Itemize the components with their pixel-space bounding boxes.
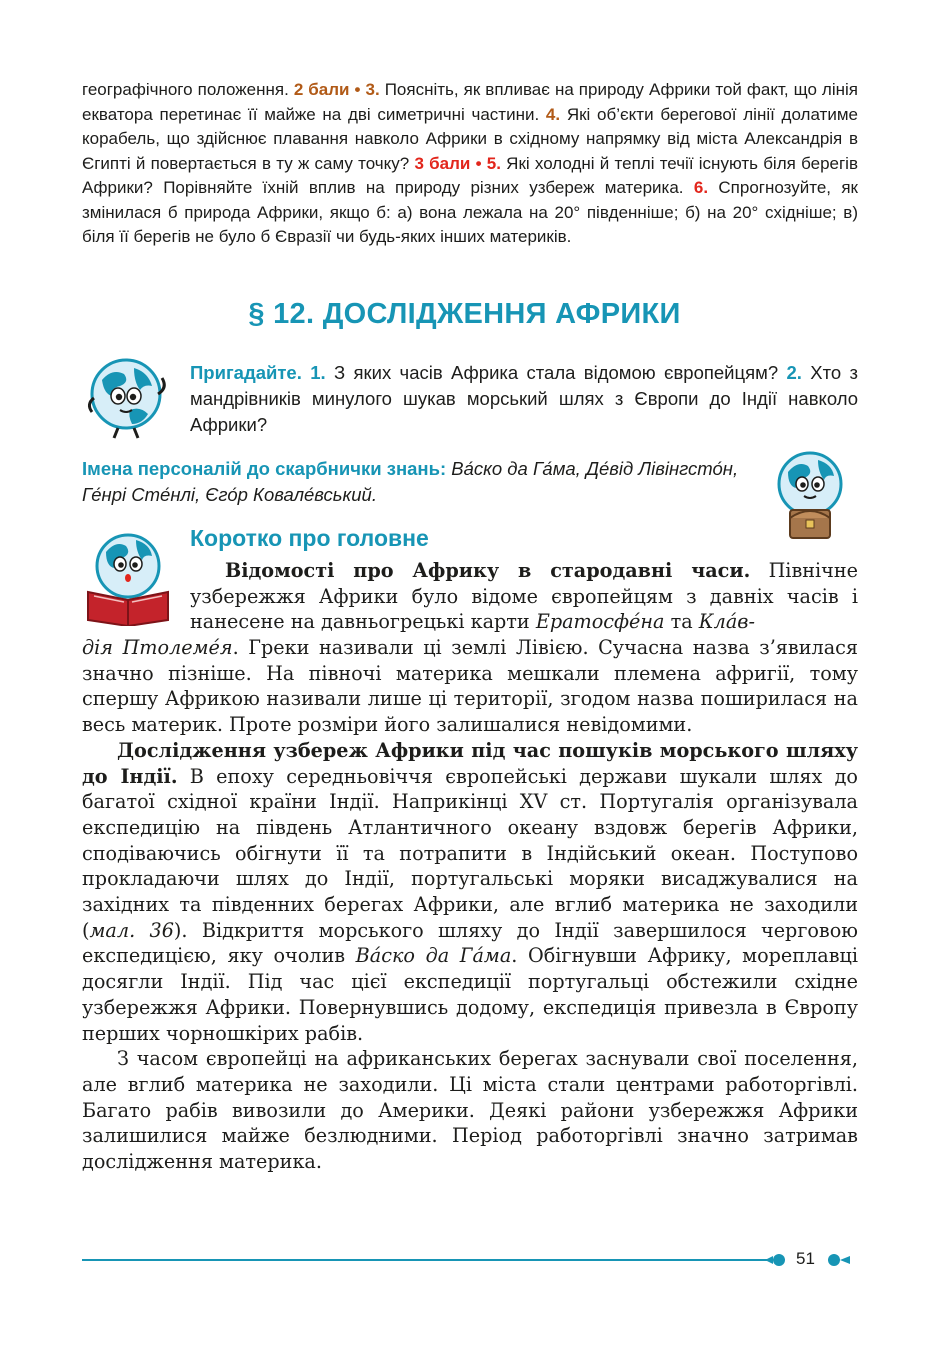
paragraph-text: ). Відкриття морського шляху до Індії завершилося черговою експедицією, яку очолив: [82, 918, 858, 968]
summary-text-main: [82, 635, 858, 1175]
globe-mascot-treasure-chest-icon: [768, 448, 850, 544]
page-number: 51: [796, 1249, 815, 1268]
paragraph-text: та: [664, 610, 699, 634]
person-name: Ератосфе́на: [535, 610, 665, 634]
person-name: Кла́в-: [698, 610, 755, 634]
paragraph-text: Північне узбережжя Африки було відоме європейцям з давніх часів і нанесене на давньогрецькі карти: [190, 559, 858, 634]
task-text: Які холодні й теплі течії існують біля берегів Африки? Порівняйте їхній вплив на природу різних узбереж материка.: [82, 153, 858, 197]
footer-ornament-right-icon: [826, 1252, 852, 1268]
section-title: § 12. ДОСЛІДЖЕННЯ АФРИКИ: [248, 298, 681, 330]
task-number: 6.: [693, 178, 709, 197]
names-block: [82, 456, 762, 508]
score-label: 2 бали • 3.: [293, 80, 380, 99]
names-label: Імена персоналій до скарбнички знань:: [82, 458, 447, 479]
recall-question: З яких часів Африка стала відомою європейцям?: [325, 362, 787, 383]
paragraph-heading: Відомості про Африку в стародавні часи.: [225, 559, 751, 582]
recall-label: Пригадайте. 1.: [190, 362, 326, 383]
paragraph: [82, 635, 858, 738]
footer-divider: [82, 1259, 767, 1261]
globe-mascot-thinking-icon: [80, 350, 172, 442]
recall-number: 2.: [786, 362, 802, 383]
names-list: Ва́ско да Га́ма, Де́від Лівінгсто́н, Ге́нрі Сте́нлі, Єго́р Ковале́вський.: [82, 458, 739, 505]
recall-question: Хто з мандрівників минулого шукав морський шлях з Європи до Індії навколо Африки?: [190, 362, 858, 435]
person-name: Ва́ско да Га́ма: [355, 944, 512, 968]
score-label: 3 бали • 5.: [414, 153, 501, 173]
task-text: Поясніть, як впливає на природу Африки той факт, що лінія екватора перетинає її майже на дві симетричні частини.: [82, 80, 858, 124]
task-text: Спрогнозуйте, як змінилася б природа Африки, якщо б: а) вона лежала на 20° південніше; б) на 20° східніше; в) біля її берегів не було б Євразії чи будь-яких інших материків.: [82, 178, 858, 246]
globe-mascot-reading-book-icon: [80, 530, 176, 626]
paragraph-text: . Обігнувши Африку, мореплавці досягли Індії. Під час цієї експедиції португальці обстежили східне узбережжя Африки. Повернувшись додому, експедиція привезла в Європу перших чорношкірих рабів.: [82, 944, 858, 1045]
summary-text-top: [190, 558, 858, 635]
summary-title: Коротко про головне: [190, 525, 429, 551]
paragraph: [82, 738, 858, 1046]
footer-ornament-left-icon: [765, 1252, 787, 1268]
paragraph-text: В епоху середньовіччя європейські держави шукали шлях до багатої східної країни Індії. Наприкінці XV ст. Португалія організувала експедицію на південь Атлантичного океану вздовж берегів Африки, сподіваючись обігнути її та потрапити в Індійський океан. Поступово прокладаючи шлях до Індії, португальські моряки висаджувалися на західних та південних берегах Африки, але вглиб материка не заходили (: [82, 764, 858, 942]
paragraph: З часом європейці на африканських берегах заснували свої поселення, але вглиб материка не заходили. Ці міста стали центрами работоргівлі. Багато рабів вивозили до Америки. Деякі райони узбережжя Африки залишилися майже безлюдними. Період работоргівлі значно затримав дослідження материка.: [82, 1047, 858, 1174]
person-name: дія Птолеме́я: [82, 636, 233, 659]
recall-block: [190, 360, 858, 438]
paragraph: [190, 558, 858, 635]
figure-reference: мал. 36: [89, 918, 174, 942]
paragraph-heading: Дослідження узбереж Африки під час пошуків морського шляху до Індії.: [82, 738, 858, 788]
task-text: географічного положення.: [82, 80, 294, 99]
task-number: 4.: [545, 104, 561, 124]
paragraph-text: . Греки називали ці землі Лівією. Сучасна назва з’явилася значно пізніше. На півночі материка мешкали племена афригії, тому спершу Африкою називали лише ці території, згодом назва поширилася на весь материк. Проте розміри його залишалися невідомими.: [82, 636, 858, 737]
task-text: Які об’єкти берегової лінії долатиме корабель, що здійснює плавання навколо Африки в східному напрямку від міста Александрія в Єгипті й повертається в ту ж саму точку?: [82, 104, 858, 173]
review-questions: [82, 78, 858, 250]
